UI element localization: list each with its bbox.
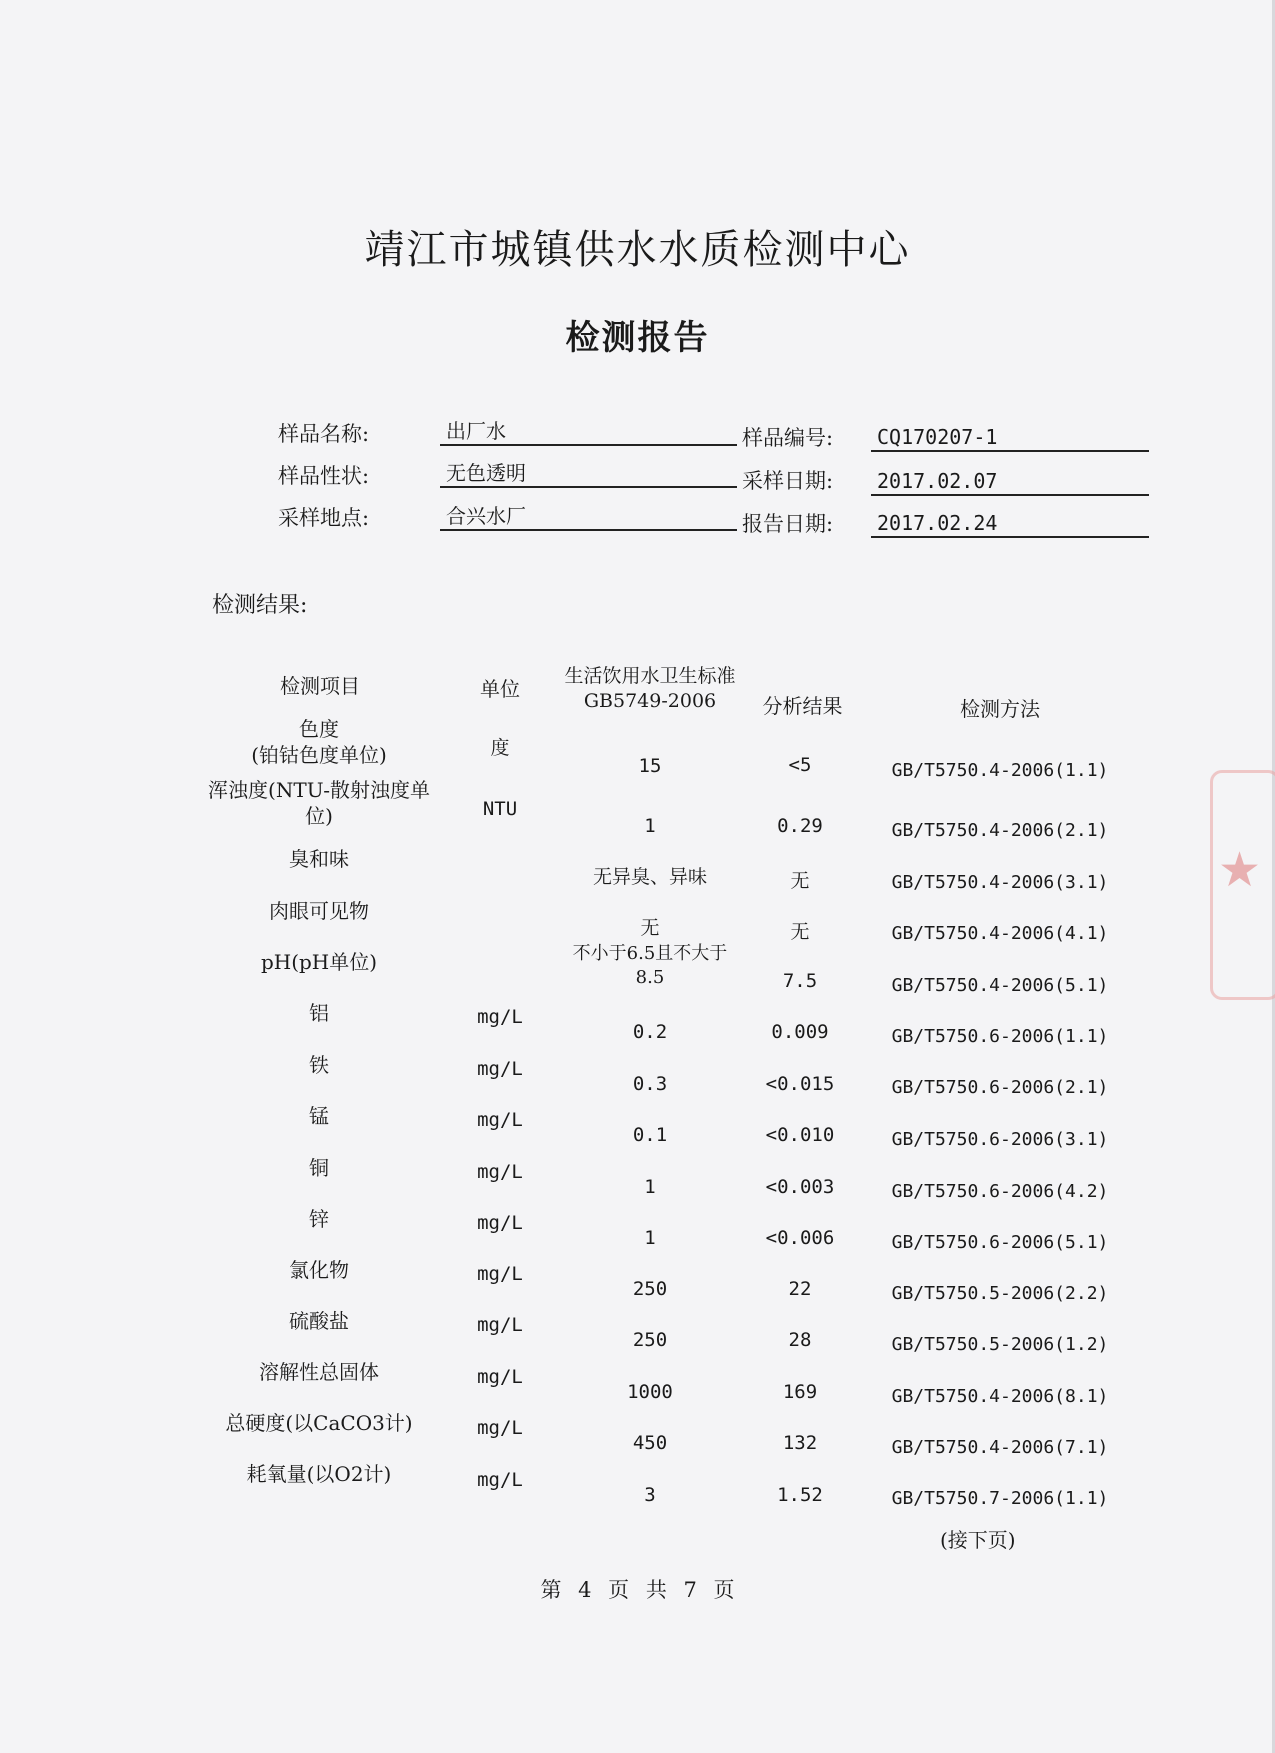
table-row-result: 无 [790,870,810,892]
item-subtitle: (铂钴色度单位) [251,743,387,767]
table-row-method: GB/T5750.4-2006(7.1) [891,1437,1109,1458]
results-label: 检测结果: [212,593,308,618]
table-row-item: 硫酸盐 [289,1309,349,1333]
sample-code-value: CQ170207-1 [871,424,1149,452]
continued-note: (接下页) [940,1528,1016,1552]
table-row-standard: 250 [632,1278,668,1300]
header-method: 检测方法 [960,697,1040,721]
table-row-method: GB/T5750.6-2006(2.1) [891,1077,1109,1098]
table-row-method: GB/T5750.6-2006(1.1) [891,1026,1109,1047]
table-row-item: 总硬度(以CaCO3计) [225,1411,413,1435]
table-row-standard: 15 [638,755,662,777]
table-row-item: 铝 [309,1001,329,1025]
table-row-method: GB/T5750.4-2006(3.1) [891,872,1109,893]
item-name: 色度 [299,717,339,741]
header-standard: 生活饮用水卫生标准GB5749-2006 [564,665,736,712]
sampling-location-value: 合兴水厂 [440,503,737,531]
sample-name-value: 出厂水 [440,418,737,446]
report-title: 检测报告 [565,318,710,358]
table-row-standard: 3 [644,1484,656,1506]
table-row-unit: mg/L [477,1212,523,1234]
table-row-method: GB/T5750.5-2006(2.2) [891,1283,1109,1304]
table-row-method: GB/T5750.7-2006(1.1) [891,1488,1109,1509]
table-row-method: GB/T5750.6-2006(4.2) [891,1181,1109,1202]
table-row-method: GB/T5750.4-2006(8.1) [891,1386,1109,1407]
table-row-unit: 度 [490,737,510,759]
table-row-result: 7.5 [782,970,818,992]
table-row-item: 锌 [309,1207,329,1231]
sample-state-value: 无色透明 [440,460,737,488]
table-row-result: <0.003 [765,1176,835,1198]
org-name: 靖江市城镇供水水质检测中心 [364,227,911,273]
table-row-item: 浑浊度(NTU-散射浊度单位) [208,778,430,828]
table-row-unit: mg/L [477,1006,523,1028]
table-row-method: GB/T5750.6-2006(5.1) [891,1232,1109,1253]
table-row-result: <0.006 [765,1227,835,1249]
table-row-item: 耗氧量(以O2计) [246,1462,392,1486]
table-row-result: <0.010 [765,1124,835,1146]
table-row-item: 肉眼可见物 [269,899,369,923]
table-row-standard: 0.3 [632,1073,668,1095]
sample-state-label: 样品性状: [278,464,370,488]
table-row-standard: 无异臭、异味 [592,866,707,888]
report-date-value: 2017.02.24 [871,510,1149,538]
table-row-method: GB/T5750.5-2006(1.2) [891,1334,1109,1355]
header-result: 分析结果 [762,694,843,718]
table-row-method: GB/T5750.4-2006(1.1) [891,760,1109,781]
table-row-standard: 0.1 [632,1124,668,1146]
table-row-unit: mg/L [477,1366,523,1388]
table-row-item: 锰 [309,1104,329,1128]
table-row-standard: 0.2 [632,1021,668,1043]
table-row-item: 铜 [309,1156,329,1180]
table-row-item: pH(pH单位) [260,950,378,974]
sampling-date-label: 采样日期: [742,469,834,493]
table-row-unit: mg/L [477,1058,523,1080]
table-row-result: 169 [782,1381,818,1403]
report-date-label: 报告日期: [742,512,834,536]
table-row-unit: mg/L [477,1314,523,1336]
table-row-item [200,716,438,768]
table-row-result: 132 [782,1432,818,1454]
table-row-item: 臭和味 [289,847,349,871]
table-row-unit: mg/L [477,1109,523,1131]
table-row-unit: mg/L [477,1417,523,1439]
table-row-standard: 1 [644,815,656,837]
sampling-location-label: 采样地点: [278,506,370,530]
table-row-result: <5 [788,754,812,776]
table-row-method: GB/T5750.4-2006(2.1) [891,820,1109,841]
table-row-result: 28 [788,1329,812,1351]
sample-name-label: 样品名称: [278,422,370,446]
table-row-item: 铁 [309,1053,329,1077]
table-row-unit: mg/L [477,1263,523,1285]
table-row-unit: NTU [482,798,518,820]
sampling-date-value: 2017.02.07 [871,468,1149,496]
table-row-method: GB/T5750.6-2006(3.1) [891,1129,1109,1150]
table-row-unit: mg/L [477,1161,523,1183]
table-row-item: 溶解性总固体 [259,1360,379,1384]
table-row-method: GB/T5750.4-2006(4.1) [891,923,1109,944]
seal-star-icon: ★ [1218,842,1262,898]
table-row-standard: 1 [644,1176,656,1198]
table-row-item: 氯化物 [289,1258,349,1282]
table-row-result: 22 [788,1278,812,1300]
table-row-result: 0.29 [777,815,823,837]
table-row-result: 0.009 [771,1021,829,1043]
table-row-standard: 不小于6.5且不大于8.5 [572,943,728,988]
table-row-standard: 无 [640,917,660,939]
header-item: 检测项目 [280,674,360,698]
header-unit: 单位 [480,677,520,701]
table-row-result: <0.015 [765,1073,835,1095]
table-row-result: 无 [790,921,810,943]
table-row-standard: 450 [632,1432,668,1454]
table-row-result: 1.52 [777,1484,823,1506]
table-row-unit: mg/L [477,1469,523,1491]
sample-code-label: 样品编号: [742,426,834,450]
table-row-standard: 1 [644,1227,656,1249]
page-number: 第 4 页 共 7 页 [540,1578,735,1602]
table-row-method: GB/T5750.4-2006(5.1) [891,975,1109,996]
table-row-standard: 1000 [627,1381,673,1403]
table-row-standard: 250 [632,1329,668,1351]
